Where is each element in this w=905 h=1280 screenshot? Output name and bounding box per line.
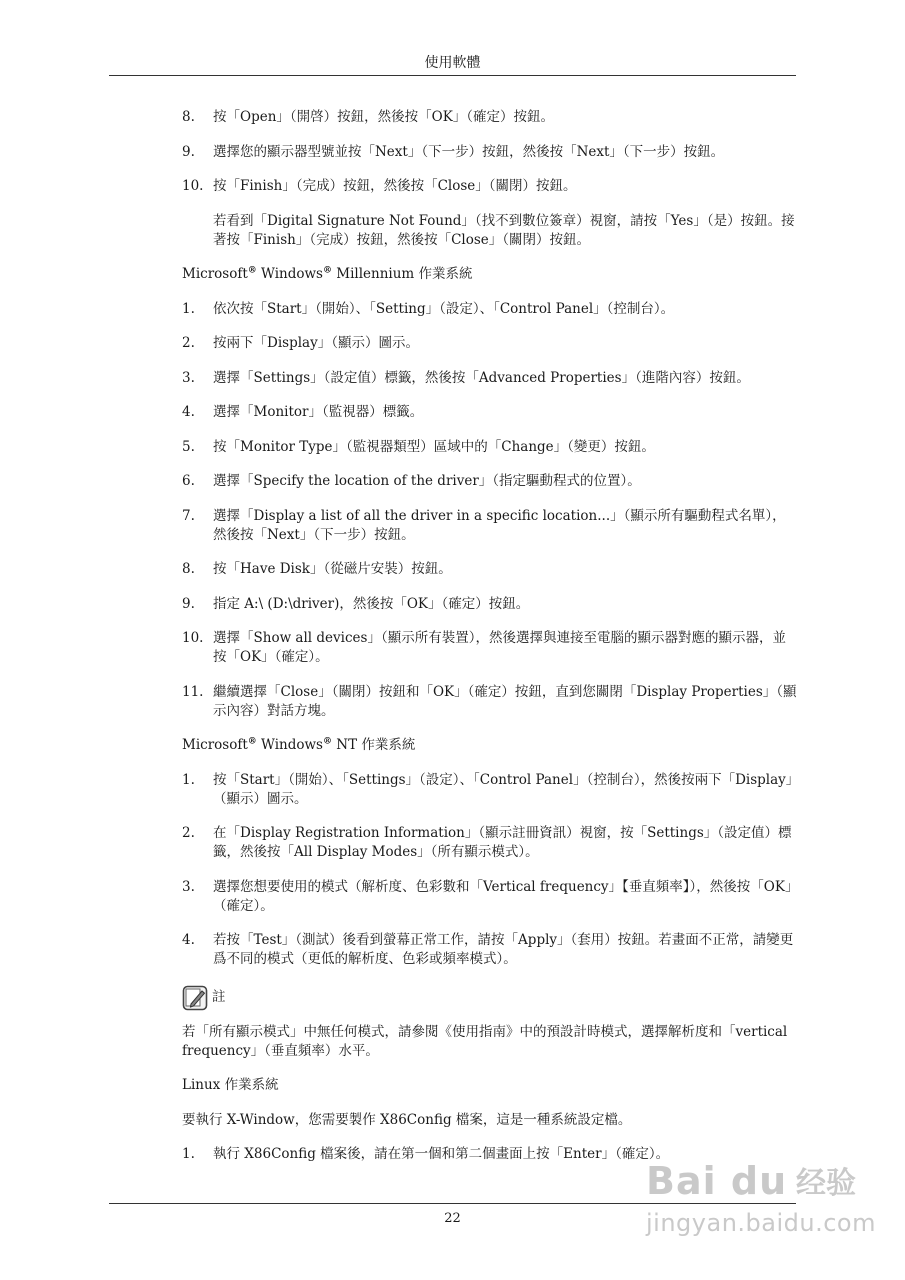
heading-part: Windows [256,737,323,753]
item-text: 執行 X86Config 檔案後，請在第一個和第二個畫面上按「Enter」（確定）。 [213,1146,670,1162]
item-text: 選擇「Settings」（設定值）標籤，然後按「Advanced Properties」（進階內容）按鈕。 [213,369,750,386]
item-number: 3. [182,369,195,386]
item-text: 依次按「Start」（開始）、「Setting」（設定）、「Control Panel」（控制台）。 [213,300,675,317]
item-number: 9. [182,143,195,160]
item-number: 1. [182,300,195,317]
item-number: 3. [182,878,195,895]
item-text: 選擇「Show all devices」（顯示所有裝置），然後選擇與連接至電腦的顯示器對應的顯示器，並按「OK」（確定）。 [213,630,786,665]
item-number: 1. [182,1146,195,1162]
heading-part: NT 作業系統 [331,737,416,753]
item-text: 指定 A:\ (D:\driver)，然後按「OK」（確定）按鈕。 [213,595,530,612]
registered-mark: ® [322,265,332,276]
watermark-cn: 经验 [796,1166,856,1201]
list-item [182,108,797,127]
item-number: 2. [182,335,195,351]
watermark-url: jingyan.baidu.com [646,1209,876,1237]
baidu-watermark [646,1158,876,1268]
header-rule [109,75,796,76]
list-item [182,177,797,196]
item-text: 按「Finish」（完成）按鈕，然後按「Close」（關閉）按鈕。 [213,178,577,194]
list-item [182,369,797,388]
item-number: 10. [182,178,204,194]
note-header [182,985,797,1011]
item-number: 2. [182,825,195,841]
item-number: 5. [182,438,195,455]
registered-mark: ® [322,736,332,747]
list-item [182,472,797,491]
heading-part: Windows [256,266,323,282]
item-text: 選擇您想要使用的模式（解析度、色彩數和「Vertical frequency」【垂直頻率】），然後按「OK」（確定）。 [213,878,792,914]
list-item [182,143,797,162]
list-item [182,438,797,457]
list-item [182,931,797,969]
heading-part: Millennium 作業系統 [331,266,473,282]
item-text: 按「Open」（開啓）按鈕，然後按「OK」（確定）按鈕。 [213,109,555,125]
item-text: 選擇「Monitor」（監視器）標籤。 [213,404,424,420]
item-text: 按「Monitor Type」（監視器類型）區域中的「Change」（變更）按鈕。 [213,438,655,455]
page-content [182,108,797,1180]
heading-windows-nt [182,736,797,755]
registered-mark: ® [247,736,257,747]
list-item [182,771,797,809]
item-text: 按兩下「Display」（顯示）圖示。 [213,335,419,351]
list-item [182,334,797,353]
item-number: 6. [182,473,195,489]
item-number: 4. [182,404,195,420]
heading-linux: Linux 作業系統 [182,1077,279,1093]
page-header-title: 使用軟體 [424,55,481,71]
note-pencil-icon [182,985,208,1011]
signature-note-paragraph: 若看到「Digital Signature Not Found」（找不到數位簽章）視窗，請按「Yes」（是）按鈕。接著按「Finish」（完成）按鈕，然後按「Close」（關閉）按鈕。 [213,212,795,248]
item-number: 1. [182,771,195,788]
list-item [182,629,797,667]
note-label: 註 [212,989,226,1005]
item-text: 選擇「Specify the location of the driver」（指定驅動程式的位置）。 [213,473,641,489]
item-number: 9. [182,595,195,612]
registered-mark: ® [247,265,257,276]
list-item [182,595,797,614]
item-text: 選擇「Display a list of all the driver in a specific location...」（顯示所有驅動程式名單），然後按「Next」（下一步）按鈕。 [213,507,786,543]
list-item [182,683,797,721]
item-number: 4. [182,932,195,948]
item-text: 按「Have Disk」（從磁片安裝）按鈕。 [213,561,452,577]
page-number: 22 [444,1211,461,1226]
item-text: 若按「Test」（測試）後看到螢幕正常工作，請按「Apply」（套用）按鈕。若畫面不正常，請變更爲不同的模式（更低的解析度、色彩或頻率模式）。 [213,932,794,967]
item-text: 在「Display Registration Information」（顯示註冊資訊）視窗，按「Settings」（設定值）標籤，然後按「All Display Modes」（所有顯示模式）。 [213,825,792,860]
item-number: 8. [182,109,195,125]
item-number: 7. [182,507,195,524]
heading-windows-millennium [182,265,797,284]
item-text: 按「Start」（開始）、「Settings」（設定）、「Control Panel」（控制台），然後按兩下「Display」（顯示）圖示。 [213,771,793,807]
list-item [182,878,797,916]
list-item [182,300,797,319]
note-text: 若「所有顯示模式」中無任何模式，請參閱《使用指南》中的預設計時模式，選擇解析度和「vertical frequency」（垂直頻率）水平。 [182,1023,788,1059]
item-number: 8. [182,561,195,577]
list-item [182,403,797,422]
item-text: 選擇您的顯示器型號並按「Next」（下一步）按鈕，然後按「Next」（下一步）按鈕。 [213,143,725,160]
item-text: 繼續選擇「Close」（關閉）按鈕和「OK」（確定）按鈕，直到您關閉「Display Properties」（顯示內容）對話方塊。 [213,683,797,719]
item-number: 11. [182,683,204,700]
watermark-brand: Bai du [646,1159,788,1203]
linux-intro: 要執行 X-Window，您需要製作 X86Config 檔案，這是一種系統設定檔。 [182,1111,632,1128]
item-number: 10. [182,630,204,646]
list-item [182,560,797,579]
list-item [182,507,797,545]
list-item [182,824,797,862]
heading-part: Microsoft [182,266,248,282]
heading-part: Microsoft [182,737,248,753]
